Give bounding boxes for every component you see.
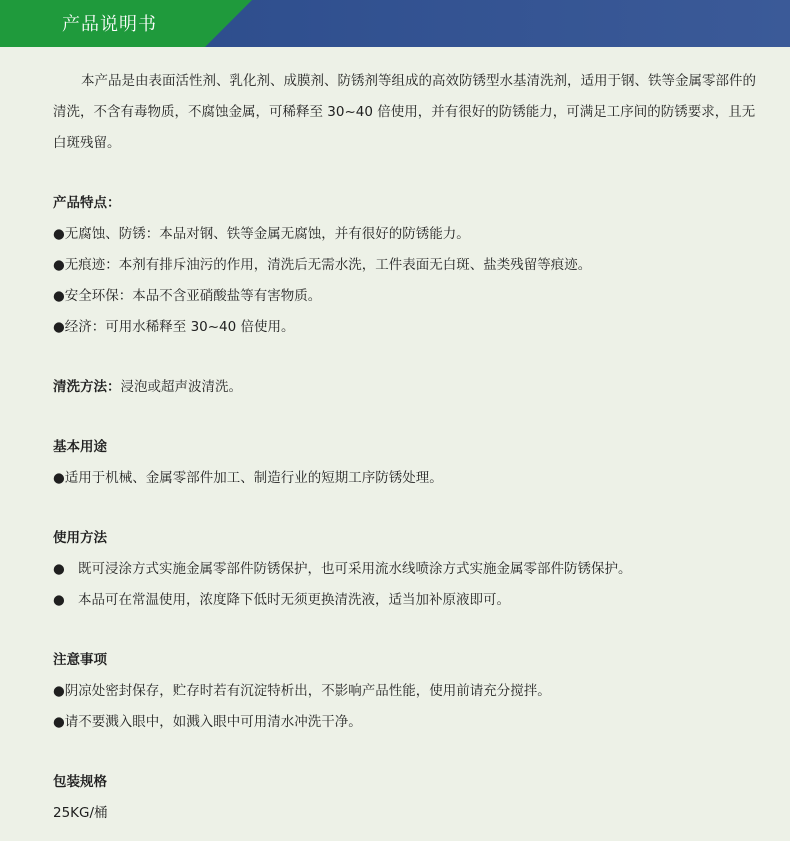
cleaning-section bbox=[53, 372, 758, 403]
method-item bbox=[53, 554, 758, 585]
packaging-title: 包装规格 bbox=[53, 774, 107, 790]
method-section bbox=[53, 523, 758, 616]
notes-title: 注意事项 bbox=[53, 652, 107, 668]
cleaning-text: 浸泡或超声波清洗。 bbox=[120, 379, 242, 395]
features-title: 产品特点： bbox=[53, 195, 121, 211]
uses-section bbox=[53, 432, 758, 494]
page-title: 产品说明书 bbox=[62, 14, 157, 35]
feature-item: ●无痕迹：本剂有排斥油污的作用，清洗后无需水洗，工件表面无白斑、盐类残留等痕迹。 bbox=[53, 257, 592, 273]
intro-paragraph: 本产品是由表面活性剂、乳化剂、成膜剂、防锈剂等组成的高效防锈型水基清洗剂，适用于钢、铁等金属零部件的清洗，不含有毒物质，不腐蚀金属，可稀释至 30~40 倍使用，并有很好的防锈能力，可满足工序间的防锈要求，且无白斑残留。 bbox=[53, 73, 756, 151]
header-banner bbox=[0, 0, 790, 47]
feature-item: ●经济：可用水稀释至 30~40 倍使用。 bbox=[53, 319, 295, 335]
bullet-icon: ● bbox=[53, 592, 65, 608]
method-item bbox=[53, 585, 758, 616]
uses-title: 基本用途 bbox=[53, 439, 107, 455]
bullet-icon: ● bbox=[53, 561, 65, 577]
method-item-text: 本品可在常温使用，浓度降下低时无须更换清洗液，适当加补原液即可。 bbox=[78, 592, 510, 608]
features-section bbox=[53, 188, 758, 343]
manual-content bbox=[53, 66, 758, 829]
packaging-value: 25KG/桶 bbox=[53, 805, 108, 821]
note-item: ●请不要溅入眼中，如溅入眼中可用清水冲洗干净。 bbox=[53, 714, 362, 730]
method-item-text: 既可浸涂方式实施金属零部件防锈保护，也可采用流水线喷涂方式实施金属零部件防锈保护。 bbox=[78, 561, 632, 577]
cleaning-label: 清洗方法： bbox=[53, 379, 121, 395]
note-item: ●阴凉处密封保存，贮存时若有沉淀特析出，不影响产品性能，使用前请充分搅拌。 bbox=[53, 683, 551, 699]
notes-section bbox=[53, 645, 758, 738]
method-title: 使用方法 bbox=[53, 530, 107, 546]
use-item: ●适用于机械、金属零部件加工、制造行业的短期工序防锈处理。 bbox=[53, 470, 443, 486]
feature-item: ●无腐蚀、防锈：本品对钢、铁等金属无腐蚀，并有很好的防锈能力。 bbox=[53, 226, 470, 242]
feature-item: ●安全环保：本品不含亚硝酸盐等有害物质。 bbox=[53, 288, 322, 304]
packaging-section bbox=[53, 767, 758, 829]
